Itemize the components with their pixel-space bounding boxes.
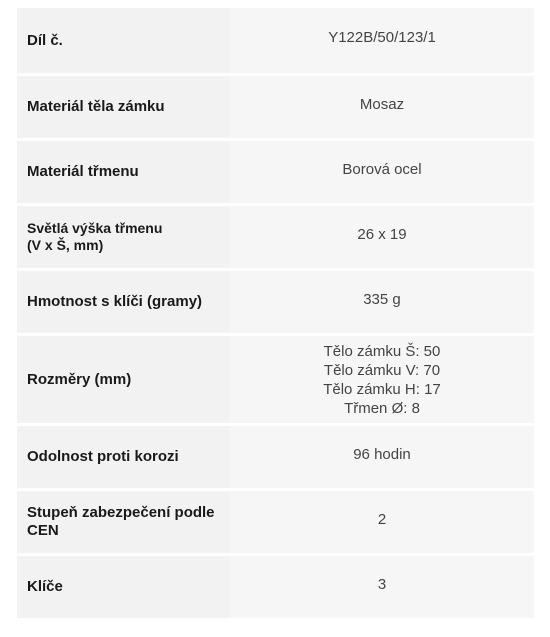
spec-label: Světlá výška třmenu (V x Š, mm): [17, 206, 230, 268]
spec-value: Y122B/50/123/1: [230, 8, 534, 73]
dimension-line: Třmen Ø: 8: [344, 399, 420, 417]
spec-table: [17, 8, 534, 621]
spec-value: 3: [230, 556, 534, 618]
spec-row-part-number: [17, 8, 534, 76]
spec-value: 96 hodin: [230, 426, 534, 488]
spec-value: 26 x 19: [230, 206, 534, 268]
dimension-line: Tělo zámku V: 70: [323, 361, 441, 379]
spec-label: Klíče: [17, 556, 230, 618]
spec-value: Borová ocel: [230, 141, 534, 203]
spec-row-keys: [17, 556, 534, 621]
spec-row-dimensions: [17, 336, 534, 426]
spec-row-shackle-clearance: [17, 206, 534, 271]
spec-row-weight: [17, 271, 534, 336]
spec-row-body-material: [17, 76, 534, 141]
spec-label: Materiál těla zámku: [17, 76, 230, 138]
spec-label: Materiál třmenu: [17, 141, 230, 203]
spec-row-shackle-material: [17, 141, 534, 206]
spec-value: 2: [230, 491, 534, 553]
spec-label: Hmotnost s klíči (gramy): [17, 271, 230, 333]
spec-value: Mosaz: [230, 76, 534, 138]
spec-row-security-grade: [17, 491, 534, 556]
spec-label: Díl č.: [17, 8, 230, 73]
spec-label: Rozměry (mm): [17, 336, 230, 423]
spec-label: Stupeň zabezpečení podle CEN: [17, 491, 230, 553]
dimension-line: Tělo zámku Š: 50: [323, 342, 441, 360]
dimension-line: Tělo zámku H: 17: [323, 380, 441, 398]
spec-value: 335 g: [230, 271, 534, 333]
spec-label: Odolnost proti korozi: [17, 426, 230, 488]
spec-value: [230, 336, 534, 423]
spec-row-corrosion-resistance: [17, 426, 534, 491]
